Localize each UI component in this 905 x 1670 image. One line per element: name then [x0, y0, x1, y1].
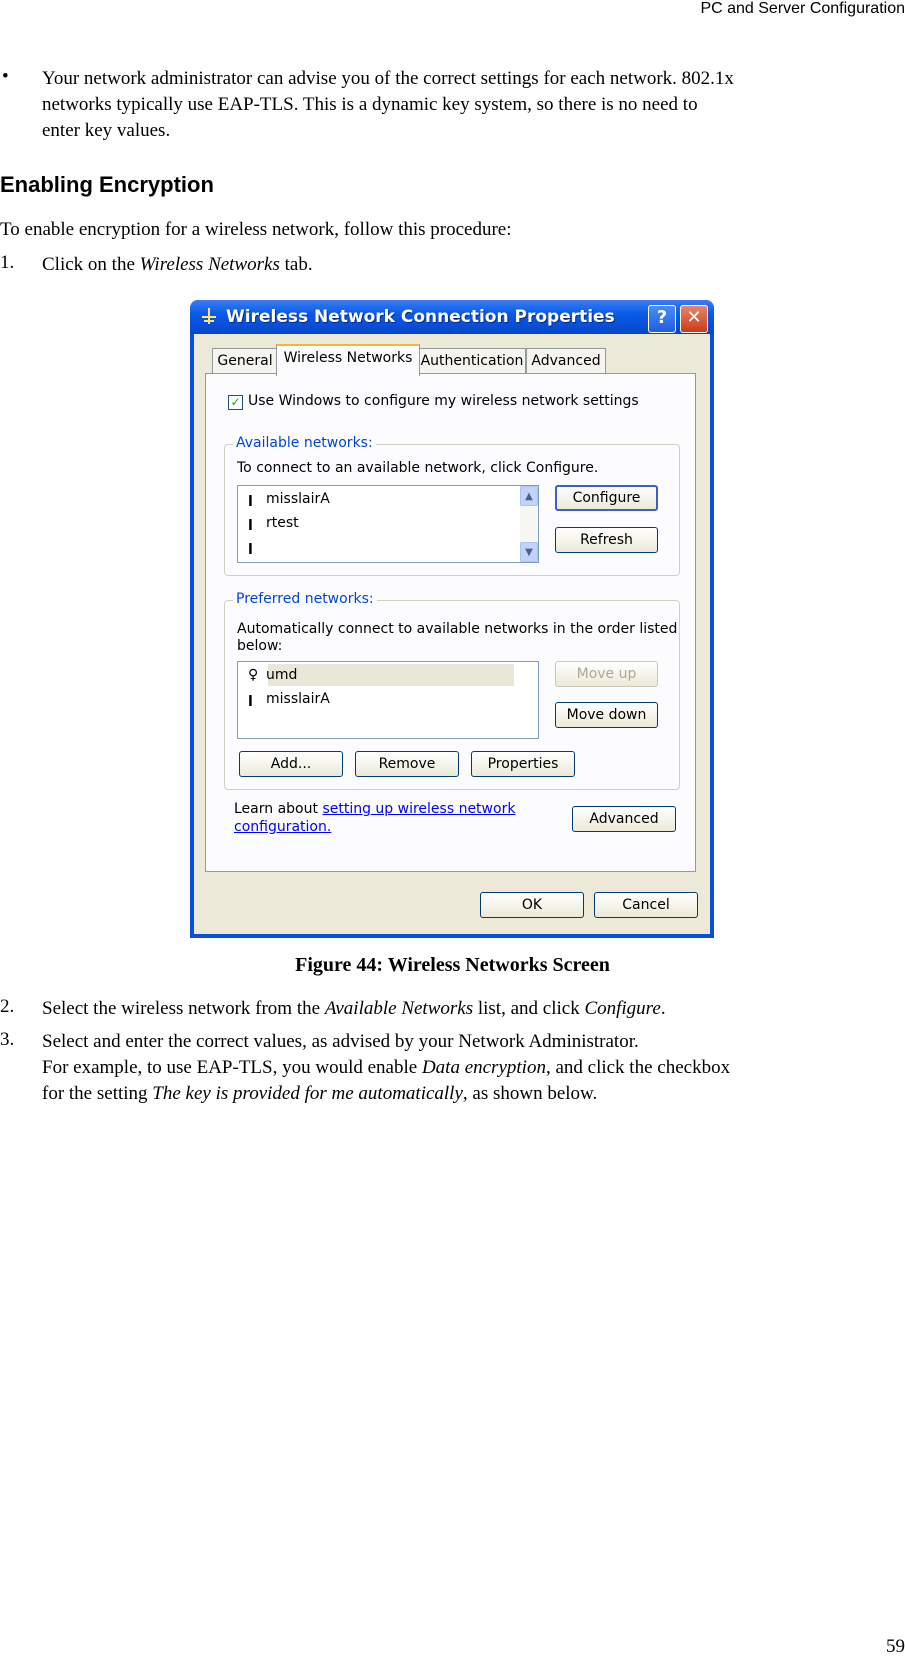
list-item[interactable] — [248, 491, 330, 507]
step-2-italic-2: Configure — [584, 998, 661, 1019]
add-button[interactable]: Add... — [239, 751, 343, 777]
step-1-italic: Wireless Networks — [139, 254, 280, 275]
infrastructure-network-icon: ꞁ — [248, 491, 253, 507]
step-2-prefix: Select the wireless network from the — [42, 998, 325, 1019]
close-button[interactable]: ✕ — [680, 305, 708, 333]
bullet-line-1: Your network administrator can advise you of the correct settings for each network. 802.1x — [42, 68, 734, 89]
step-1-suffix: tab. — [279, 254, 313, 275]
list-item-label: umd — [266, 667, 298, 683]
step-3-line-3 — [42, 1081, 730, 1107]
available-networks-title: Available networks: — [233, 435, 376, 451]
list-item[interactable] — [248, 539, 266, 555]
list-item-label: rtest — [266, 515, 299, 531]
step-2-number: 2. — [0, 996, 15, 1017]
list-item[interactable] — [248, 691, 330, 707]
step-2-text — [42, 996, 666, 1022]
figure-caption: Figure 44: Wireless Networks Screen — [295, 954, 610, 976]
tab-wireless-networks[interactable]: Wireless Networks — [276, 344, 420, 376]
preferred-help-line-2: below: — [237, 638, 283, 654]
list-item-label: misslairA — [266, 691, 330, 707]
setup-wireless-link[interactable]: setting up wireless network — [322, 801, 516, 817]
configure-button[interactable]: Configure — [555, 485, 658, 511]
help-button[interactable]: ? — [648, 305, 676, 333]
dialog-titlebar[interactable] — [190, 300, 714, 334]
dialog-client — [194, 334, 710, 934]
available-scrollbar[interactable] — [520, 486, 538, 562]
step-3-text — [42, 1029, 730, 1107]
use-windows-label: Use Windows to configure my wireless network settings — [248, 393, 639, 409]
tab-advanced[interactable]: Advanced — [526, 348, 606, 373]
list-item[interactable] — [248, 667, 297, 683]
bullet-line-3: enter key values. — [42, 120, 171, 141]
section-title: Enabling Encryption — [0, 172, 214, 197]
step-2-italic-1: Available Networks — [324, 998, 474, 1019]
infrastructure-network-icon: ꞁ — [248, 691, 253, 707]
list-item-label: misslairA — [266, 491, 330, 507]
step-1-number: 1. — [0, 252, 15, 273]
step-3-line-2-suffix: , and click the checkbox — [545, 1057, 731, 1078]
properties-button[interactable]: Properties — [471, 751, 575, 777]
step-3-line-3-suffix: , as shown below. — [462, 1083, 598, 1104]
wireless-properties-dialog — [190, 300, 714, 938]
bullet-symbol: • — [2, 66, 9, 87]
learn-about-line-2 — [234, 819, 331, 835]
cancel-button[interactable]: Cancel — [594, 892, 698, 918]
tab-general[interactable]: General — [212, 348, 278, 373]
preferred-networks-group — [224, 591, 680, 790]
step-3-line-2 — [42, 1055, 730, 1081]
bullet-line-2: networks typically use EAP-TLS. This is a dynamic key system, so there is no need to — [42, 94, 698, 115]
refresh-button[interactable]: Refresh — [555, 527, 658, 553]
step-3-line-1: Select and enter the correct values, as advised by your Network Administrator. — [42, 1031, 639, 1052]
available-networks-list[interactable] — [237, 485, 539, 563]
scroll-up-button[interactable]: ▲ — [520, 486, 538, 506]
step-3-line-3-prefix: for the setting — [42, 1083, 153, 1104]
learn-about-text — [234, 801, 515, 817]
intro-text: To enable encryption for a wireless network, follow this procedure: — [0, 219, 512, 240]
bullet-paragraph — [42, 66, 734, 144]
learn-prefix: Learn about — [234, 801, 323, 817]
running-header: PC and Server Configuration — [700, 0, 905, 17]
available-networks-help: To connect to an available network, click Configure. — [237, 460, 599, 476]
dialog-title: Wireless Network Connection Properties — [226, 307, 615, 327]
step-3-line-2-prefix: For example, to use EAP-TLS, you would enable — [42, 1057, 422, 1078]
move-down-button[interactable]: Move down — [555, 702, 658, 728]
infrastructure-network-icon: ꞁ — [248, 539, 253, 555]
tab-authentication[interactable]: Authentication — [418, 348, 526, 373]
preferred-networks-title: Preferred networks: — [233, 591, 377, 607]
use-windows-checkbox[interactable]: ✓ — [228, 395, 243, 410]
remove-button[interactable]: Remove — [355, 751, 459, 777]
radio-tower-icon: ♀ — [248, 667, 259, 683]
move-up-button[interactable]: Move up — [555, 661, 658, 687]
step-2-suffix: . — [660, 998, 666, 1019]
list-item[interactable] — [248, 515, 299, 531]
scroll-down-button[interactable]: ▼ — [520, 542, 538, 562]
network-icon — [200, 307, 218, 325]
step-2-middle: list, and click — [473, 998, 585, 1019]
ok-button[interactable]: OK — [480, 892, 584, 918]
step-3-line-2-italic: Data encryption — [421, 1057, 546, 1078]
step-3-line-3-italic: The key is provided for me automatically — [152, 1083, 463, 1104]
step-1-text — [42, 252, 313, 278]
available-networks-group — [224, 435, 680, 576]
step-3-number: 3. — [0, 1029, 15, 1050]
infrastructure-network-icon: ꞁ — [248, 515, 253, 531]
preferred-networks-list[interactable] — [237, 661, 539, 739]
setup-wireless-link-continued[interactable]: configuration. — [234, 819, 332, 835]
selected-row-highlight — [268, 664, 514, 686]
page-number: 59 — [886, 1636, 905, 1657]
preferred-help-line-1: Automatically connect to available networks in the order listed — [237, 621, 678, 637]
wireless-networks-panel — [205, 373, 696, 872]
step-1-prefix: Click on the — [42, 254, 140, 275]
advanced-button[interactable]: Advanced — [572, 806, 676, 832]
